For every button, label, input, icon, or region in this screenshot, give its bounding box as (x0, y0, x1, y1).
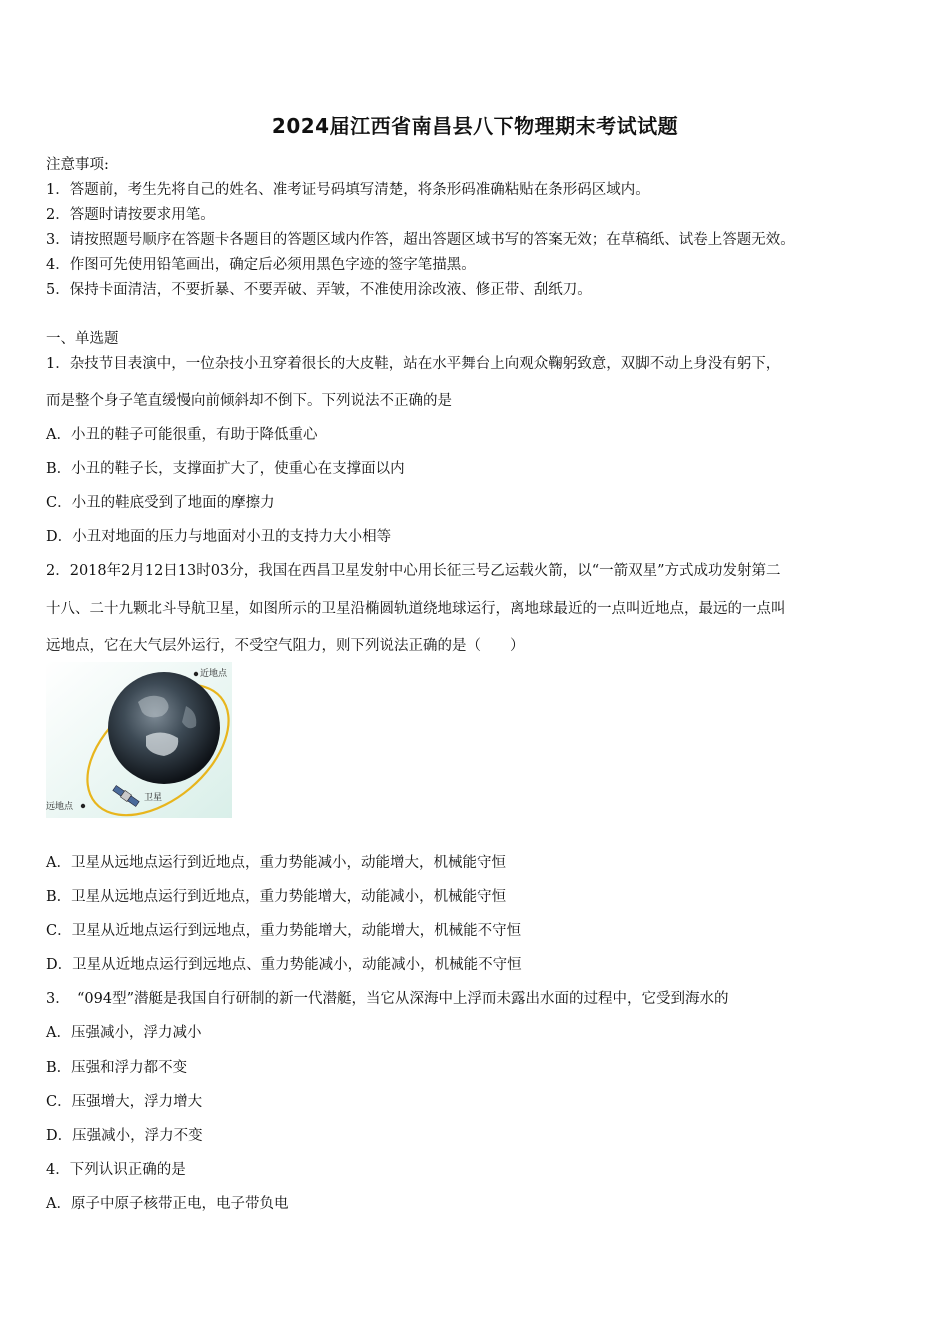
question-2-option-c: C．卫星从近地点运行到远地点，重力势能增大，动能增大，机械能不守恒 (46, 923, 522, 939)
question-1-option-b: B．小丑的鞋子长，支撑面扩大了，使重心在支撑面以内 (46, 461, 405, 477)
perigee-dot (194, 672, 198, 676)
notice-item: 1．答题前，考生先将自己的姓名、准考证号码填写清楚，将条形码准确粘贴在条形码区域内。 (46, 182, 650, 198)
question-1-stem: 1．杂技节目表演中，一位杂技小丑穿着很长的大皮鞋，站在水平舞台上向观众鞠躬致意，双脚不动上身没有躬下， (46, 356, 781, 372)
question-3-option-b: B．压强和浮力都不变 (46, 1060, 188, 1076)
question-4-option-a: A．原子中原子核带正电，电子带负电 (46, 1196, 289, 1212)
question-1-option-d: D．小丑对地面的压力与地面对小丑的支持力大小相等 (46, 529, 392, 545)
question-4-stem: 4．下列认识正确的是 (46, 1162, 186, 1178)
section-heading: 一、单选题 (46, 331, 119, 347)
question-3-option-a: A．压强减小，浮力减小 (46, 1025, 202, 1041)
page-title: 2024届江西省南昌县八下物理期末考试试题 (271, 114, 679, 138)
question-2-stem: 十八、二十九颗北斗导航卫星，如图所示的卫星沿椭圆轨道绕地球运行，离地球最近的一点叫近地点，最远的一点叫 (46, 601, 786, 617)
earth-icon (108, 672, 220, 784)
satellite-label: 卫星 (144, 793, 163, 803)
question-3-option-c: C．压强增大，浮力增大 (46, 1094, 203, 1110)
satellite-orbit-figure (46, 662, 232, 818)
notice-item: 5．保持卡面清洁，不要折暴、不要弄破、弄皱，不准使用涂改液、修正带、刮纸刀。 (46, 282, 592, 298)
question-1-option-a: A．小丑的鞋子可能很重，有助于降低重心 (46, 427, 318, 443)
question-2-option-a: A．卫星从远地点运行到近地点，重力势能减小，动能增大，机械能守恒 (46, 855, 506, 871)
question-1-stem: 而是整个身子笔直缓慢向前倾斜却不倒下。下列说法不正确的是 (46, 393, 452, 409)
notice-heading: 注意事项: (46, 157, 109, 173)
perigee-label: 近地点 (200, 669, 228, 679)
notice-item: 2．答题时请按要求用笔。 (46, 207, 215, 223)
question-2-stem: 远地点，它在大气层外运行，不受空气阻力，则下列说法正确的是（ ） (46, 638, 525, 654)
apogee-dot (81, 804, 85, 808)
question-1-option-c: C．小丑的鞋底受到了地面的摩擦力 (46, 495, 275, 511)
question-3-option-d: D．压强减小，浮力不变 (46, 1128, 203, 1144)
apogee-label: 远地点 (46, 802, 74, 812)
question-2-stem: 2．2018年2月12日13时03分，我国在西昌卫星发射中心用长征三号乙运载火箭，以“一箭双星”方式成功发射第二 (46, 563, 781, 579)
question-2-option-d: D．卫星从近地点运行到远地点、重力势能减小，动能减小，机械能不守恒 (46, 957, 522, 973)
notice-item: 4．作图可先使用铅笔画出，确定后必须用黑色字迹的签字笔描黑。 (46, 257, 476, 273)
notice-item: 3．请按照题号顺序在答题卡各题目的答题区域内作答，超出答题区域书写的答案无效；在草稿纸、试卷上答题无效。 (46, 232, 795, 248)
question-2-option-b: B．卫星从远地点运行到近地点，重力势能增大，动能减小，机械能守恒 (46, 889, 507, 905)
question-3-stem: 3． “094型”潜艇是我国自行研制的新一代潜艇，当它从深海中上浮而未露出水面的过程中，它受到海水的 (46, 991, 729, 1007)
